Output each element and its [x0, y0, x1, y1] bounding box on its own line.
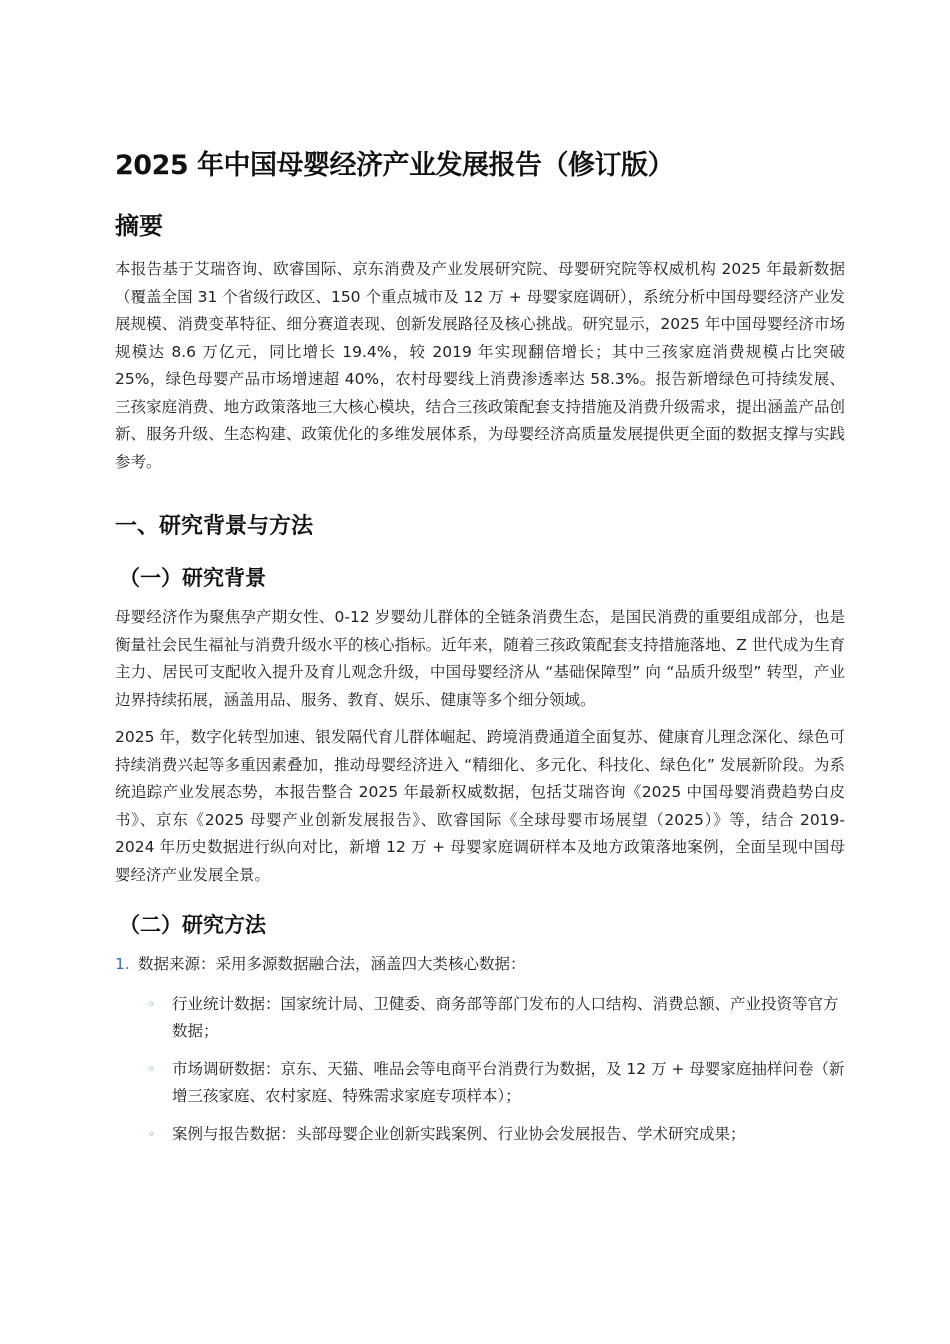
- hollow-bullet-icon: ◦: [148, 1061, 156, 1076]
- abstract-paragraph: 本报告基于艾瑞咨询、欧睿国际、京东消费及产业发展研究院、母婴研究院等权威机构 2025 年最新数据（覆盖全国 31 个省级行政区、150 个重点城市及 12 万 + 母婴家庭调研），系统分析中国母婴经济产业发展规模、消费变革特征、细分赛道表现、创新发展路径及核心挑战。研究显示，2025 年中国母婴经济市场规模达 8.6 万亿元，同比增长 19.4%，较 2019 年实现翻倍增长；其中三孩家庭消费规模占比突破 25%，绿色母婴产品市场增速超 40%，农村母婴线上消费渗透率达 58.3%。报告新增绿色可持续发展、三孩家庭消费、地方政策落地三大核心模块，结合三孩政策配套支持措施及消费升级需求，提出涵盖产品创新、服务升级、生态构建、政策优化的多维发展体系，为母婴经济高质量发展提供更全面的数据支撑与实践参考。: [115, 260, 845, 471]
- sublist-item-text: 案例与报告数据：头部母婴企业创新实践案例、行业协会发展报告、学术研究成果；: [172, 1124, 746, 1143]
- sublist-item: [115, 1056, 845, 1111]
- abstract-heading: 摘要: [115, 212, 163, 240]
- method-heading: （二）研究方法: [119, 913, 266, 937]
- sublist-item: [115, 991, 845, 1046]
- data-source-sublist: [115, 991, 845, 1149]
- list-number: 1.: [115, 955, 130, 973]
- background-heading: （一）研究背景: [119, 566, 266, 590]
- hollow-bullet-icon: ◦: [148, 996, 156, 1011]
- section-1-heading: 一、研究背景与方法: [115, 514, 314, 539]
- sublist-item-text: 市场调研数据：京东、天猫、唯品会等电商平台消费行为数据，及 12 万 + 母婴家庭抽样问卷（新增三孩家庭、农村家庭、特殊需求家庭专项样本）；: [172, 1059, 845, 1105]
- numbered-list-item: [115, 951, 845, 979]
- sublist-item-text: 行业统计数据：国家统计局、卫健委、商务部等部门发布的人口结构、消费总额、产业投资等官方数据；: [172, 994, 839, 1040]
- list-item-text: 数据来源：采用多源数据融合法，涵盖四大类核心数据：: [138, 955, 526, 973]
- background-paragraph: 2025 年，数字化转型加速、银发隔代育儿群体崛起、跨境消费通道全面复苏、健康育儿理念深化、绿色可持续消费兴起等多重因素叠加，推动母婴经济进入 “精细化、多元化、科技化、绿色化” 发展新阶段。为系统追踪产业发展态势，本报告整合 2025 年最新权威数据，包括艾瑞咨询《2025 中国母婴消费趋势白皮书》、京东《2025 母婴产业创新发展报告》、欧睿国际《全球母婴市场展望（2025）》等，结合 2019-2024 年历史数据进行纵向对比，新增 12 万 + 母婴家庭调研样本及地方政策落地案例，全面呈现中国母婴经济产业发展全景。: [115, 728, 845, 884]
- background-paragraph: 母婴经济作为聚焦孕产期女性、0-12 岁婴幼儿群体的全链条消费生态，是国民消费的重要组成部分，也是衡量社会民生福祉与消费升级水平的核心指标。近年来，随着三孩政策配套支持措施落地、Z 世代成为生育主力、居民可支配收入提升及育儿观念升级，中国母婴经济从 “基础保障型” 向 “品质升级型” 转型，产业边界持续拓展，涵盖用品、服务、教育、娱乐、健康等多个细分领域。: [115, 608, 845, 709]
- document-title: 2025 年中国母婴经济产业发展报告（修订版）: [115, 150, 675, 181]
- sublist-item: [115, 1121, 845, 1149]
- document-body: [115, 148, 845, 1158]
- hollow-bullet-icon: ◦: [148, 1126, 156, 1141]
